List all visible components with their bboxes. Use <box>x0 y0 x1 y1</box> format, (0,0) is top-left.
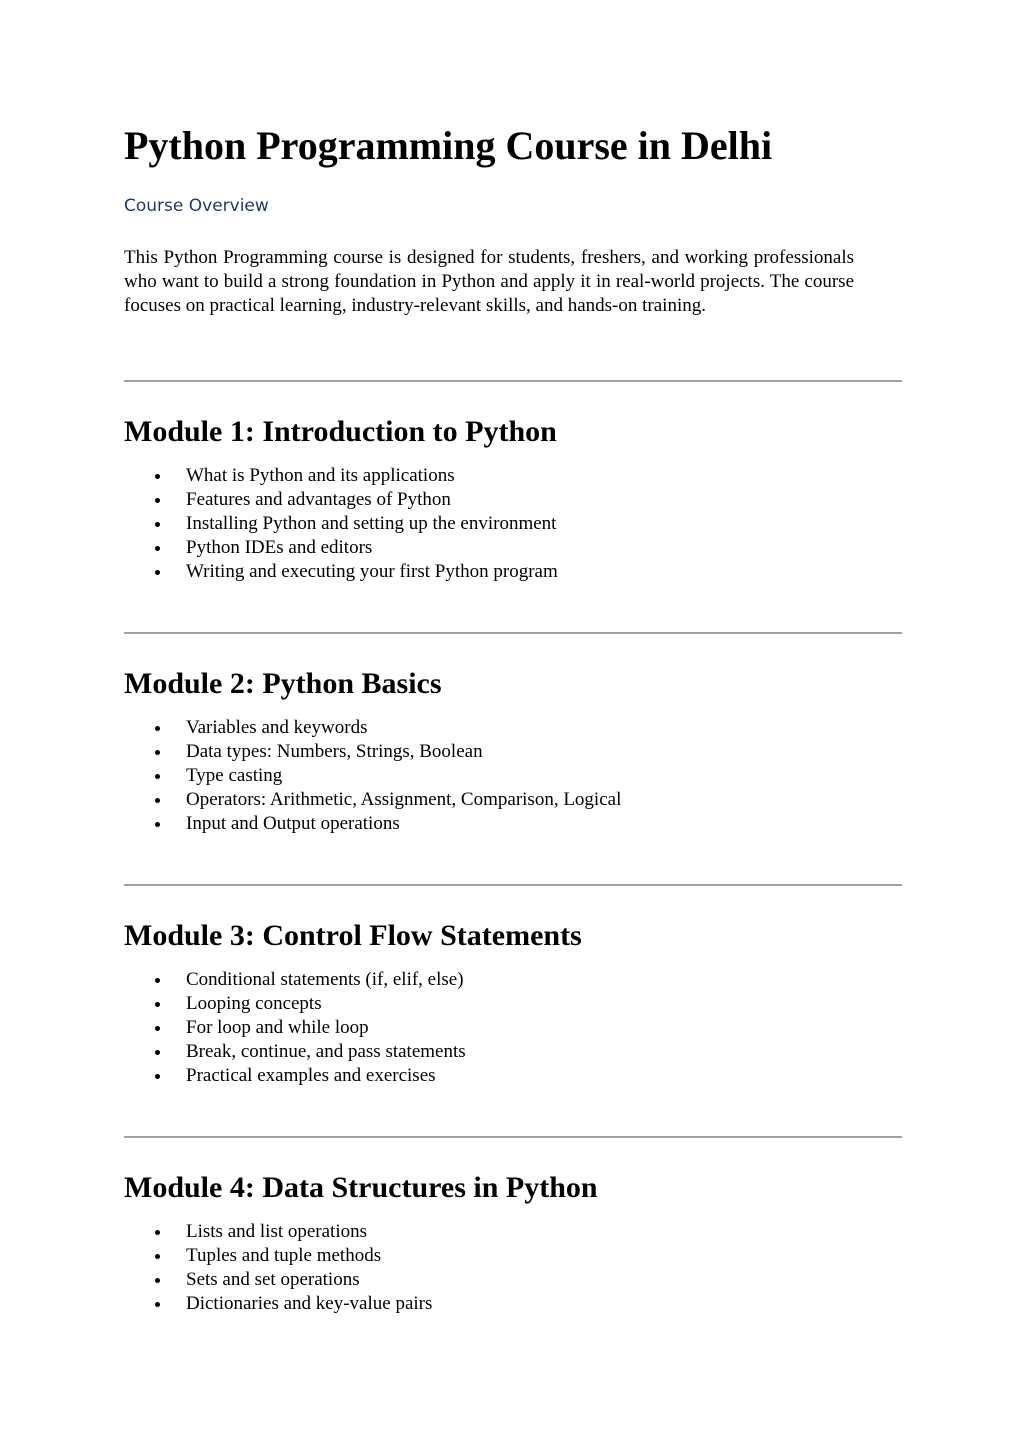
bullet-icon <box>155 798 160 803</box>
list-item <box>124 1220 902 1244</box>
list-item <box>124 740 902 764</box>
bullet-icon <box>155 1230 160 1235</box>
list-item-text: Python IDEs and editors <box>186 537 373 558</box>
list-item-text: What is Python and its applications <box>186 465 455 486</box>
list-item-text: For loop and while loop <box>186 1017 369 1038</box>
bullet-icon <box>155 750 160 755</box>
topic-list <box>124 968 902 1088</box>
topic-list <box>124 464 902 584</box>
bullet-icon <box>155 522 160 527</box>
bullet-icon <box>155 1026 160 1031</box>
list-item-text: Data types: Numbers, Strings, Boolean <box>186 741 483 762</box>
list-item <box>124 536 902 560</box>
section-divider <box>124 380 902 382</box>
list-item-text: Break, continue, and pass statements <box>186 1041 466 1062</box>
list-item <box>124 1292 902 1316</box>
topic-list <box>124 716 902 836</box>
bullet-icon <box>155 546 160 551</box>
bullet-icon <box>155 1050 160 1055</box>
list-item-text: Input and Output operations <box>186 813 400 834</box>
section-divider <box>124 632 902 634</box>
list-item <box>124 1040 902 1064</box>
list-item <box>124 1016 902 1040</box>
list-item-text: Practical examples and exercises <box>186 1065 436 1086</box>
list-item <box>124 1268 902 1292</box>
list-item-text: Operators: Arithmetic, Assignment, Comparison, Logical <box>186 789 622 810</box>
module-4 <box>124 1168 902 1314</box>
bullet-icon <box>155 726 160 731</box>
bullet-icon <box>155 1254 160 1259</box>
list-item-text: Looping concepts <box>186 993 322 1014</box>
bullet-icon <box>155 1002 160 1007</box>
list-item <box>124 488 902 512</box>
list-item-text: Features and advantages of Python <box>186 489 451 510</box>
list-item-text: Conditional statements (if, elif, else) <box>186 969 464 990</box>
module-2 <box>124 664 902 834</box>
bullet-icon <box>155 774 160 779</box>
bullet-icon <box>155 474 160 479</box>
page-title: Python Programming Course in Delhi <box>124 123 773 168</box>
list-item <box>124 512 902 536</box>
bullet-icon <box>155 1302 160 1307</box>
list-item <box>124 764 902 788</box>
list-item-text: Lists and list operations <box>186 1221 368 1242</box>
module-title: Module 4: Data Structures in Python <box>124 1171 598 1204</box>
section-divider <box>124 1136 902 1138</box>
list-item-text: Dictionaries and key-value pairs <box>186 1293 433 1314</box>
list-item <box>124 812 902 836</box>
list-item <box>124 464 902 488</box>
topic-list <box>124 1220 902 1316</box>
module-1 <box>124 412 902 582</box>
module-title: Module 3: Control Flow Statements <box>124 919 582 952</box>
bullet-icon <box>155 822 160 827</box>
bullet-icon <box>155 1074 160 1079</box>
list-item-text: Variables and keywords <box>186 717 368 738</box>
bullet-icon <box>155 498 160 503</box>
list-item-text: Type casting <box>186 765 283 786</box>
bullet-icon <box>155 978 160 983</box>
list-item <box>124 560 902 584</box>
list-item <box>124 788 902 812</box>
list-item-text: Sets and set operations <box>186 1269 360 1290</box>
list-item <box>124 968 902 992</box>
course-overview-heading: Course Overview <box>124 196 269 216</box>
list-item <box>124 716 902 740</box>
list-item-text: Writing and executing your first Python program <box>186 561 558 582</box>
list-item <box>124 992 902 1016</box>
section-divider <box>124 884 902 886</box>
list-item <box>124 1064 902 1088</box>
module-title: Module 2: Python Basics <box>124 667 442 700</box>
intro-paragraph: This Python Programming course is designed for students, freshers, and working professionals who want to build a strong foundation in Python and apply it in real-world projects. The course focuses on practical learning, industry-relevant skills, and hands-on training. <box>124 247 854 316</box>
list-item <box>124 1244 902 1268</box>
list-item-text: Installing Python and setting up the environment <box>186 513 557 534</box>
list-item-text: Tuples and tuple methods <box>186 1245 382 1266</box>
bullet-icon <box>155 570 160 575</box>
module-3 <box>124 916 902 1086</box>
module-title: Module 1: Introduction to Python <box>124 415 557 448</box>
bullet-icon <box>155 1278 160 1283</box>
